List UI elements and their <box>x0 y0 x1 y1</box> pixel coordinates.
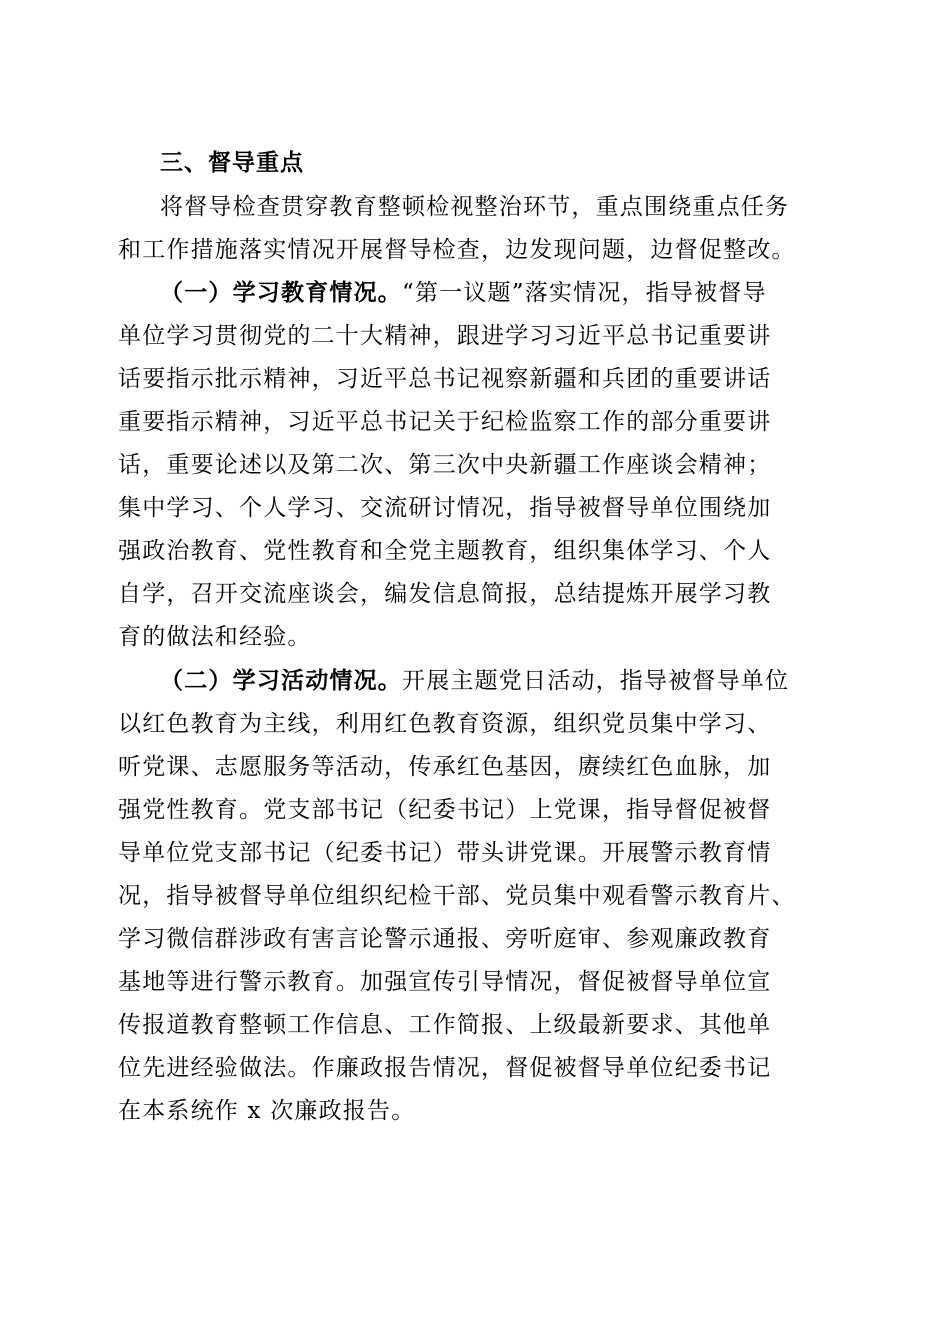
section2-line: 传报道教育整顿工作信息、工作简报、上级最新要求、其他单 <box>118 1012 772 1038</box>
section1-title: （一）学习教育情况。 <box>160 279 402 306</box>
section2-line: 导单位党支部书记（纪委书记）带头讲党课。开展警示教育情 <box>118 840 772 866</box>
section2-line: 况，指导被督导单位组织纪检干部、党员集中观看警示教育片、 <box>118 883 796 909</box>
intro-line-1: 将督导检查贯穿教育整顿检视整治环节，重点围绕重点任务 <box>160 194 790 220</box>
section1-line: 自学，召开交流座谈会，编发信息简报，总结提炼开展学习教 <box>118 581 772 607</box>
section2-line: 在本系统作 x 次廉政报告。 <box>118 1098 416 1124</box>
section2-first-line-rest: 开展主题党日活动，指导被督导单位 <box>402 668 790 694</box>
section2-line: 学习微信群涉政有害言论警示通报、旁听庭审、参观廉政教育 <box>118 926 772 952</box>
section2-line: 位先进经验做法。作廉政报告情况，督促被督导单位纪委书记 <box>118 1055 772 1081</box>
section2-line: 基地等进行警示教育。加强宣传引导情况，督促被督导单位宣 <box>118 969 772 995</box>
section1-line: 单位学习贯彻党的二十大精神，跟进学习习近平总书记重要讲 <box>118 323 772 349</box>
section2-first-line <box>160 664 789 698</box>
section1-line: 强政治教育、党性教育和全党主题教育，组织集体学习、个人 <box>118 538 772 564</box>
section2-line: 强党性教育。党支部书记（纪委书记）上党课，指导督促被督 <box>118 797 772 823</box>
section-heading: 三、督导重点 <box>160 149 304 176</box>
section2-line: 听党课、志愿服务等活动，传承红色基因，赓续红色血脉，加 <box>118 754 772 780</box>
intro-line-2: 和工作措施落实情况开展督导检查，边发现问题，边督促整改。 <box>118 237 796 263</box>
section1-line: 育的做法和经验。 <box>118 624 312 650</box>
section1-line: 集中学习、个人学习、交流研讨情况，指导被督导单位围绕加 <box>118 495 772 521</box>
section2-line: 以红色教育为主线，利用红色教育资源，组织党员集中学习、 <box>118 711 772 737</box>
section1-first-line <box>160 276 767 310</box>
section1-line: 重要指示精神，习近平总书记关于纪检监察工作的部分重要讲 <box>118 409 772 435</box>
section1-line: 话，重要论述以及第二次、第三次中央新疆工作座谈会精神； <box>118 452 772 478</box>
section2-title: （二）学习活动情况。 <box>160 667 402 694</box>
section1-first-line-rest: “第一议题”落实情况，指导被督导 <box>402 280 767 306</box>
section1-line: 话要指示批示精神，习近平总书记视察新疆和兵团的重要讲话 <box>118 366 772 392</box>
